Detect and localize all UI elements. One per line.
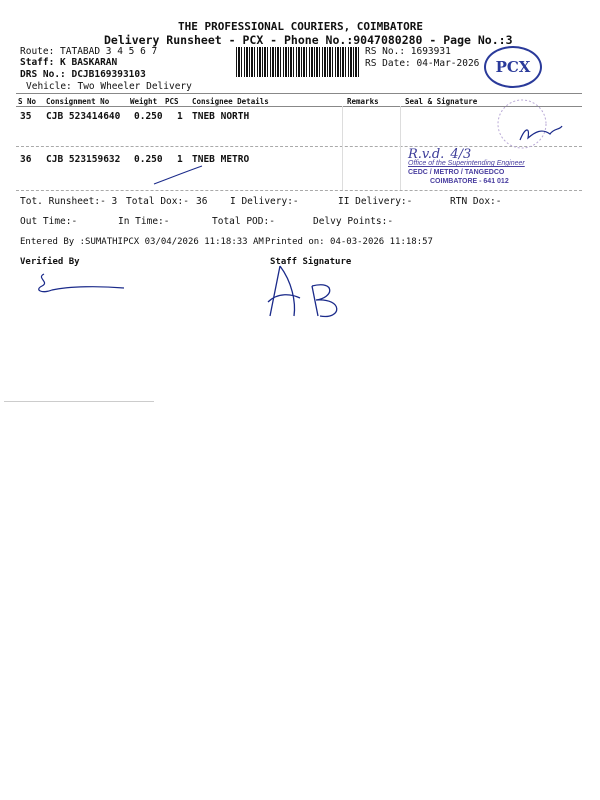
table-row-35-pcs: 1 — [177, 111, 183, 122]
table-row-36-pcs: 1 — [177, 154, 183, 165]
ii-delivery: II Delivery:- — [338, 196, 413, 207]
total-dox-label: Total Dox:- — [126, 196, 189, 207]
verified-by-label: Verified By — [20, 257, 80, 267]
company-title: THE PROFESSIONAL COURIERS, COIMBATORE — [178, 20, 424, 33]
drs-number: DRS No.: DCJB169393103 — [20, 69, 146, 80]
delvy-points: Delvy Points:- — [313, 216, 394, 227]
table-row-35-consignee: TNEB NORTH — [192, 111, 250, 122]
tot-runsheet: Tot. Runsheet:- 3 — [20, 196, 118, 207]
route: Route: TATABAD 3 4 5 6 7 — [20, 46, 158, 57]
total-pod: Total POD:- — [212, 216, 275, 227]
col-seal: Seal & Signature — [405, 97, 478, 106]
printed-on: Printed on: 04-03-2026 11:18:57 — [265, 237, 433, 247]
staff: Staff: K BASKARAN — [20, 57, 118, 68]
table-row-36-weight: 0.250 — [134, 154, 163, 165]
table-row-35-consignment: CJB 523414640 — [46, 111, 121, 122]
col-sno: S No — [18, 97, 37, 106]
pcx-logo: PCX — [484, 46, 542, 88]
col-remarks: Remarks — [347, 97, 379, 106]
col-pcs: PCS — [165, 97, 179, 106]
round-seal-mark — [480, 98, 580, 158]
table-row-35-sno: 35 — [20, 111, 32, 122]
i-delivery: I Delivery:- — [230, 196, 299, 207]
col-consignee: Consignee Details — [192, 97, 269, 106]
col-consignment: Consignment No — [46, 97, 110, 106]
tick-mark — [150, 164, 210, 188]
barcode — [236, 47, 360, 77]
staff-signature-label: Staff Signature — [270, 257, 352, 267]
runsheet-title: Delivery Runsheet - PCX - Phone No.:9047080280 - Page No.:3 — [104, 33, 513, 47]
staff-signature — [262, 262, 352, 322]
rs-date: RS Date: 04-Mar-2026 — [365, 58, 480, 69]
rs-number: RS No.: 1693931 — [365, 46, 451, 57]
rtn-dox: RTN Dox:- — [450, 196, 502, 207]
official-stamp: R.v.d. 4/3 Office of the Superintending Engineer CEDC / METRO / TANGEDCO COIMBATORE - 641 012 — [408, 147, 525, 185]
table-row-36-sno: 36 — [20, 154, 32, 165]
vehicle: Vehicle: Two Wheeler Delivery — [26, 81, 192, 92]
out-time: Out Time:- — [20, 216, 78, 227]
table-row-35-weight: 0.250 — [134, 111, 163, 122]
verifier-signature — [30, 270, 130, 300]
table-row-36-consignee: TNEB METRO — [192, 154, 250, 165]
table-row-36-consignment: CJB 523159632 — [46, 154, 121, 165]
entered-by: Entered By :SUMATHIPCX 03/04/2026 11:18:33 AM — [20, 237, 264, 247]
in-time: In Time:- — [118, 216, 170, 227]
total-dox-value: 36 — [196, 196, 208, 207]
col-weight: Weight — [130, 97, 158, 106]
